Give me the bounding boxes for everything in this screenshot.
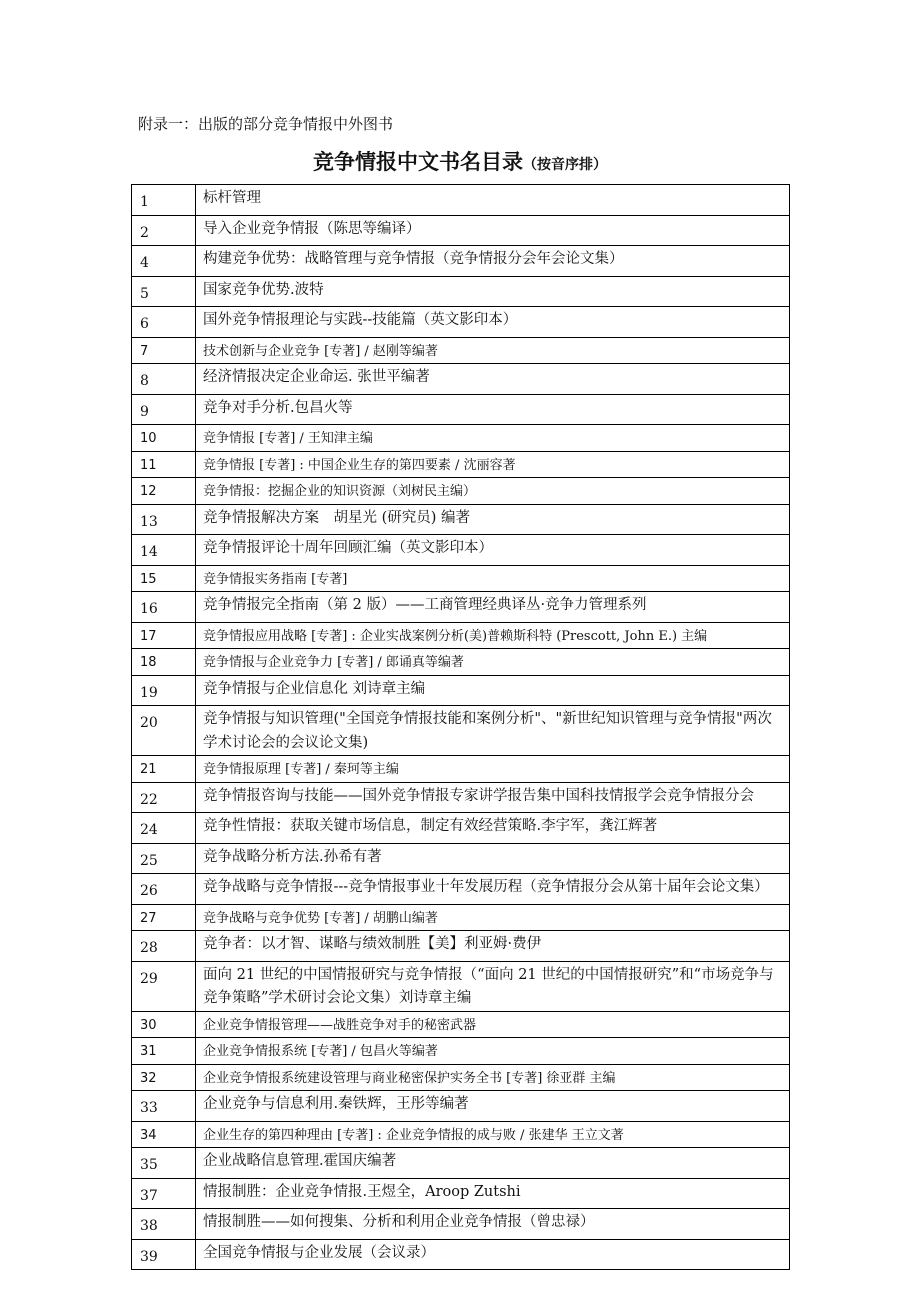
table-row: [132, 337, 790, 364]
book-title: 面向 21 世纪的中国情报研究与竞争情报（“面向 21 世纪的中国情报研究”和“市场竞争与竞争策略”学术研讨会论文集）刘诗章主编: [196, 961, 790, 1011]
table-row: [132, 592, 790, 623]
table-row: [132, 535, 790, 566]
book-number: 26: [132, 874, 196, 905]
book-number: 27: [132, 904, 196, 931]
book-number: 16: [132, 592, 196, 623]
table-row: [132, 756, 790, 783]
book-title: 企业竞争情报系统建设管理与商业秘密保护实务全书 [专著] 徐亚群 主编: [196, 1064, 790, 1091]
table-row: [132, 504, 790, 535]
table-row: [132, 1209, 790, 1240]
book-number: 33: [132, 1091, 196, 1122]
table-row: [132, 843, 790, 874]
table-row: [132, 1148, 790, 1179]
book-number: 15: [132, 565, 196, 592]
table-row: [132, 246, 790, 277]
book-title: 竞争情报与企业信息化 刘诗章主编: [196, 675, 790, 706]
book-number: 19: [132, 675, 196, 706]
table-row: [132, 874, 790, 905]
table-row: [132, 961, 790, 1011]
book-number: 32: [132, 1064, 196, 1091]
book-title: 竞争情报 [专著] / 王知津主编: [196, 425, 790, 452]
book-title: 经济情报决定企业命运. 张世平编著: [196, 364, 790, 395]
book-number: 20: [132, 706, 196, 756]
book-catalog-table: [131, 184, 790, 1270]
book-number: 11: [132, 451, 196, 478]
book-number: 5: [132, 276, 196, 307]
book-number: 10: [132, 425, 196, 452]
book-number: 39: [132, 1239, 196, 1270]
book-number: 12: [132, 478, 196, 505]
book-title: 竞争情报实务指南 [专著]: [196, 565, 790, 592]
table-row: [132, 478, 790, 505]
table-row: [132, 1178, 790, 1209]
table-row: [132, 622, 790, 649]
appendix-heading: 附录一：出版的部分竞争情报中外图书: [138, 115, 394, 133]
table-row: [132, 1091, 790, 1122]
book-number: 18: [132, 649, 196, 676]
book-title: 国家竞争优势.波特: [196, 276, 790, 307]
book-title: 情报制胜——如何搜集、分析和利用企业竞争情报（曾忠禄）: [196, 1209, 790, 1240]
table-row: [132, 276, 790, 307]
table-row: [132, 185, 790, 216]
book-number: 9: [132, 394, 196, 425]
book-title: 竞争情报与知识管理("全国竞争情报技能和案例分析"、"新世纪知识管理与竞争情报"两次学术讨论会的会议论文集): [196, 706, 790, 756]
book-title: 竞争战略与竞争情报---竞争情报事业十年发展历程（竞争情报分会从第十届年会论文集）: [196, 874, 790, 905]
table-row: [132, 1239, 790, 1270]
table-row: [132, 1121, 790, 1148]
table-row: [132, 904, 790, 931]
book-title: 竞争情报 [专著] : 中国企业生存的第四要素 / 沈丽容著: [196, 451, 790, 478]
table-row: [132, 813, 790, 844]
table-row: [132, 394, 790, 425]
table-row: [132, 1038, 790, 1065]
book-title: 竞争情报解决方案 胡星光 (研究员) 编著: [196, 504, 790, 535]
book-catalog-body: [132, 185, 790, 1270]
book-title: 竞争情报完全指南（第 2 版）——工商管理经典译丛·竞争力管理系列: [196, 592, 790, 623]
table-row: [132, 1064, 790, 1091]
book-title: 竞争情报与企业竞争力 [专著] / 郎诵真等编著: [196, 649, 790, 676]
book-number: 6: [132, 307, 196, 338]
book-title: 竞争情报应用战略 [专著] : 企业实战案例分析(美)普赖斯科特 (Prescott, John E.) 主编: [196, 622, 790, 649]
document-title-main: 竞争情报中文书名目录: [313, 150, 523, 174]
book-title: 技术创新与企业竞争 [专著] / 赵刚等编著: [196, 337, 790, 364]
book-number: 28: [132, 931, 196, 962]
table-row: [132, 425, 790, 452]
book-title: 竞争情报咨询与技能——国外竞争情报专家讲学报告集中国科技情报学会竞争情报分会: [196, 782, 790, 813]
book-title: 竞争者：以才智、谋略与绩效制胜【美】利亚姆·费伊: [196, 931, 790, 962]
table-row: [132, 649, 790, 676]
book-title: 全国竞争情报与企业发展（会议录）: [196, 1239, 790, 1270]
book-title: 企业生存的第四种理由 [专著] : 企业竞争情报的成与败 / 张建华 王立文著: [196, 1121, 790, 1148]
book-title: 企业竞争与信息利用.秦铁辉，王彤等编著: [196, 1091, 790, 1122]
book-number: 7: [132, 337, 196, 364]
document-title-sub: （按音序排）: [523, 157, 607, 173]
document-title: [0, 146, 920, 176]
book-number: 8: [132, 364, 196, 395]
book-number: 21: [132, 756, 196, 783]
book-number: 13: [132, 504, 196, 535]
book-title: 企业竞争情报管理——战胜竞争对手的秘密武器: [196, 1011, 790, 1038]
book-number: 2: [132, 215, 196, 246]
book-title: 情报制胜：企业竞争情报.王煜全，Aroop Zutshi: [196, 1178, 790, 1209]
book-number: 31: [132, 1038, 196, 1065]
table-row: [132, 706, 790, 756]
book-number: 17: [132, 622, 196, 649]
table-row: [132, 565, 790, 592]
book-title: 企业战略信息管理.霍国庆编著: [196, 1148, 790, 1179]
book-number: 22: [132, 782, 196, 813]
book-title: 竞争战略分析方法.孙希有著: [196, 843, 790, 874]
book-title: 国外竞争情报理论与实践--技能篇（英文影印本）: [196, 307, 790, 338]
book-number: 37: [132, 1178, 196, 1209]
book-number: 38: [132, 1209, 196, 1240]
book-title: 导入企业竞争情报（陈思等编译）: [196, 215, 790, 246]
table-row: [132, 931, 790, 962]
table-row: [132, 451, 790, 478]
table-row: [132, 782, 790, 813]
book-title: 竞争情报评论十周年回顾汇编（英文影印本）: [196, 535, 790, 566]
book-title: 竞争情报：挖掘企业的知识资源（刘树民主编）: [196, 478, 790, 505]
book-number: 29: [132, 961, 196, 1011]
book-number: 24: [132, 813, 196, 844]
book-title: 竞争对手分析.包昌火等: [196, 394, 790, 425]
book-title: 竞争战略与竞争优势 [专著] / 胡鹏山编著: [196, 904, 790, 931]
book-number: 14: [132, 535, 196, 566]
book-number: 1: [132, 185, 196, 216]
book-title: 竞争情报原理 [专著] / 秦珂等主编: [196, 756, 790, 783]
book-number: 35: [132, 1148, 196, 1179]
table-row: [132, 675, 790, 706]
book-number: 4: [132, 246, 196, 277]
book-number: 34: [132, 1121, 196, 1148]
table-row: [132, 1011, 790, 1038]
book-title: 企业竞争情报系统 [专著] / 包昌火等编著: [196, 1038, 790, 1065]
table-row: [132, 307, 790, 338]
book-title: 构建竞争优势：战略管理与竞争情报（竞争情报分会年会论文集）: [196, 246, 790, 277]
table-row: [132, 215, 790, 246]
table-row: [132, 364, 790, 395]
book-title: 竞争性情报：获取关键市场信息，制定有效经营策略.李宇军，龚江辉著: [196, 813, 790, 844]
book-number: 25: [132, 843, 196, 874]
book-number: 30: [132, 1011, 196, 1038]
book-title: 标杆管理: [196, 185, 790, 216]
